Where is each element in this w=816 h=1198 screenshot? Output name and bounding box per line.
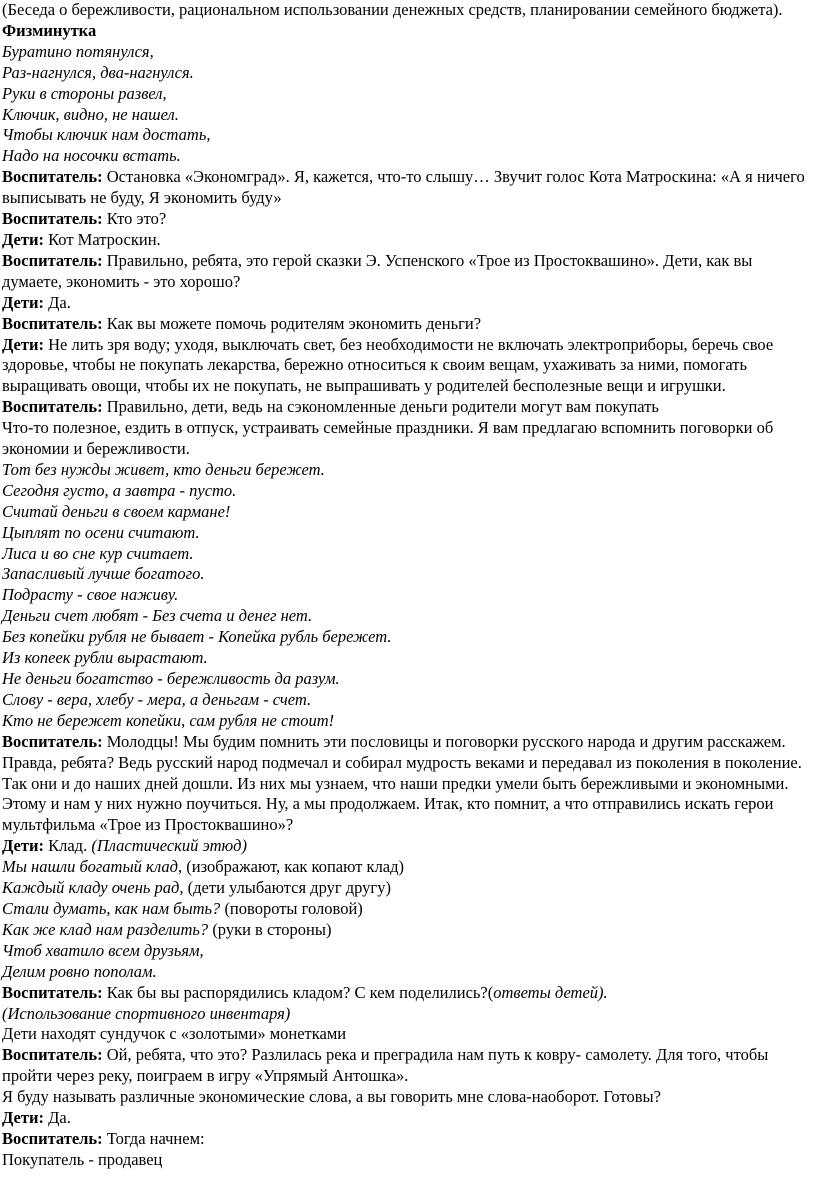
italic-text: (Пластический этюд) (91, 836, 247, 856)
italic-text: Подрасту - свое наживу. (2, 585, 179, 605)
italic-text: Запасливый лучше богатого. (2, 564, 205, 584)
speaker-label: Дети: (2, 292, 49, 312)
paragraph (2, 941, 810, 962)
speaker-label: Воспитатель: (2, 731, 107, 751)
text-run: Ой, ребята, что это? Разлилась река и преградила нам путь к ковру- самолету. Для того, чтобы пройти через реку, поиграем в игру «Упрямый Антошка». (2, 1045, 769, 1086)
italic-text: Ключик, видно, не нашел. (2, 104, 179, 124)
text-run: Не лить зря воду; уходя, выключать свет, без необходимости не включать электроприборы, беречь свое здоровье, чтобы не покупать лекарства, бережно относиться к своим вещам, ухаживать за ними, помогать выращивать овощи, чтобы их не покупать, не выпрашивать у родителей бесполезные вещи и игрушки. (2, 334, 774, 396)
text-run: Покупатель - продавец (2, 1149, 163, 1169)
italic-text: Деньги счет любят - Без счета и денег нет. (2, 606, 313, 626)
paragraph (2, 1150, 810, 1171)
paragraph (2, 335, 810, 398)
italic-text: Буратино потянулся, (2, 41, 154, 61)
speaker-label: Воспитатель: (2, 1045, 107, 1065)
paragraph (2, 732, 810, 837)
paragraph (2, 1045, 810, 1087)
paragraph (2, 857, 810, 878)
text-run: Да. (48, 1108, 71, 1128)
italic-text: Сегодня густо, а завтра - пусто. (2, 480, 237, 500)
paragraph (2, 314, 810, 335)
italic-text: Слову - вера, хлебу - мера, а деньгам - счет. (2, 689, 312, 709)
text-run: Как вы можете помочь родителям экономить деньги? (106, 313, 482, 333)
text-run: (повороты головой) (224, 898, 363, 918)
text-run: Кот Матроскин. (48, 229, 161, 249)
text-run: Молодцы! Мы будим помнить эти пословицы и поговорки русского народа и другим расскажем. Правда, ребята? Ведь русский народ подмечал и собирал мудрость веками и передавал из поколения в поколение. Так они и до наших дней дошли. Из них мы узнаем, что наши предки умели быть бережливыми и экономными. Этому и нам у них нужно поучиться. Ну, а мы продолжаем. Итак, кто помнит, а что отправились искать герои мультфильма «Трое из Простоквашино»? (2, 731, 802, 835)
paragraph (2, 125, 810, 146)
paragraph (2, 84, 810, 105)
paragraph (2, 1024, 810, 1045)
speaker-label: Воспитатель: (2, 209, 107, 229)
text-run: Клад. (48, 836, 92, 856)
speaker-label: Воспитатель: (2, 982, 107, 1002)
text-run: , (изображают, как копают клад) (178, 857, 405, 877)
italic-text: Тот без нужды живет, кто деньги бережет. (2, 459, 325, 479)
italic-text: Раз-нагнулся, два-нагнулся. (2, 62, 194, 82)
paragraph (2, 878, 810, 899)
italic-text: Как же клад нам разделить? (2, 919, 213, 939)
paragraph (2, 690, 810, 711)
text-run: (Беседа о бережливости, рациональном использовании денежных средств, планировании семейного бюджета). (2, 0, 783, 19)
paragraph (2, 585, 810, 606)
paragraph (2, 293, 810, 314)
text-run: Да. (48, 292, 71, 312)
speaker-label: Дети: (2, 836, 49, 856)
paragraph (2, 836, 810, 857)
paragraph (2, 397, 810, 418)
italic-text: Делим ровно пополам. (2, 961, 157, 981)
speaker-label: Дети: (2, 229, 49, 249)
paragraph (2, 418, 810, 460)
text-run: Я буду называть различные экономические слова, а вы говорить мне слова-наоборот. Готовы? (2, 1087, 661, 1107)
italic-text: Надо на носочки встать. (2, 146, 181, 166)
speaker-label: Воспитатель: (2, 397, 107, 417)
paragraph (2, 146, 810, 167)
paragraph (2, 899, 810, 920)
paragraph (2, 564, 810, 585)
paragraph (2, 606, 810, 627)
speaker-label: Дети: (2, 1108, 49, 1128)
text-run: Тогда начнем: (106, 1128, 205, 1148)
italic-text: Кто не бережет копейки, сам рубля не стоит! (2, 710, 335, 730)
italic-text: Чтоб хватило всем друзьям, (2, 940, 204, 960)
paragraph (2, 523, 810, 544)
text-run: (руки в стороны) (212, 919, 332, 939)
text-run: Кто это? (106, 209, 167, 229)
italic-text: (Использование спортивного инвентаря) (2, 1003, 291, 1023)
text-run: Как бы вы распорядились кладом? С кем поделились?( (106, 982, 494, 1002)
speaker-label: Воспитатель: (2, 313, 107, 333)
italic-text: Каждый кладу очень рад, (2, 878, 188, 898)
paragraph (2, 105, 810, 126)
italic-text: Цыплят по осени считают. (2, 522, 200, 542)
text-run: Остановка «Экономград». Я, кажется, что-то слышу… Звучит голос Кота Матроскина: «А я ничего выписывать не буду, Я экономить буду» (2, 167, 805, 208)
paragraph (2, 0, 810, 21)
speaker-label: Воспитатель: (2, 1128, 107, 1148)
paragraph (2, 63, 810, 84)
paragraph (2, 42, 810, 63)
paragraph (2, 648, 810, 669)
paragraph (2, 1004, 810, 1025)
paragraph (2, 481, 810, 502)
paragraph (2, 669, 810, 690)
italic-text: Мы нашли богатый клад (2, 857, 179, 877)
text-run: (дети улыбаются друг другу) (187, 878, 391, 898)
paragraph (2, 251, 810, 293)
italic-text: Лиса и во сне кур считает. (2, 543, 194, 563)
text-run: Правильно, дети, ведь на сэкономленные деньги родители могут вам покупать (106, 397, 659, 417)
paragraph (2, 711, 810, 732)
paragraph (2, 230, 810, 251)
speaker-label: Дети: (2, 334, 49, 354)
italic-text: Чтобы ключик нам достать, (2, 125, 211, 145)
italic-text: Стали думать, как нам быть? (2, 898, 225, 918)
speaker-label: Воспитатель: (2, 250, 107, 270)
paragraph (2, 21, 810, 42)
paragraph (2, 544, 810, 565)
text-run: Правильно, ребята, это герой сказки Э. Успенского «Трое из Простоквашино». Дети, как вы думаете, экономить - это хорошо? (2, 250, 753, 291)
paragraph (2, 502, 810, 523)
paragraph (2, 920, 810, 941)
italic-text: Не деньги богатство - бережливость да разум. (2, 669, 340, 688)
paragraph (2, 1108, 810, 1129)
text-run: Что-то полезное, ездить в отпуск, устраивать семейные праздники. Я вам предлагаю вспомнить поговорки об экономии и бережливости. (2, 418, 774, 459)
paragraph (2, 983, 810, 1004)
paragraph (2, 167, 810, 209)
paragraph (2, 1087, 810, 1108)
italic-text: Из копеек рубли вырастают. (2, 648, 208, 668)
paragraph (2, 460, 810, 481)
speaker-label: Физминутка (2, 20, 97, 40)
italic-text: Без копейки рубля не бывает - Копейка рубль бережет. (2, 627, 392, 647)
speaker-label: Воспитатель: (2, 167, 107, 187)
paragraph (2, 1129, 810, 1150)
italic-text: ответы детей). (493, 982, 608, 1002)
italic-text: Руки в стороны развел, (2, 83, 167, 103)
italic-text: Считай деньги в своем кармане! (2, 501, 231, 521)
paragraph (2, 627, 810, 648)
paragraph (2, 962, 810, 983)
paragraph (2, 209, 810, 230)
text-run: Дети находят сундучок с «золотыми» монетками (2, 1024, 347, 1044)
